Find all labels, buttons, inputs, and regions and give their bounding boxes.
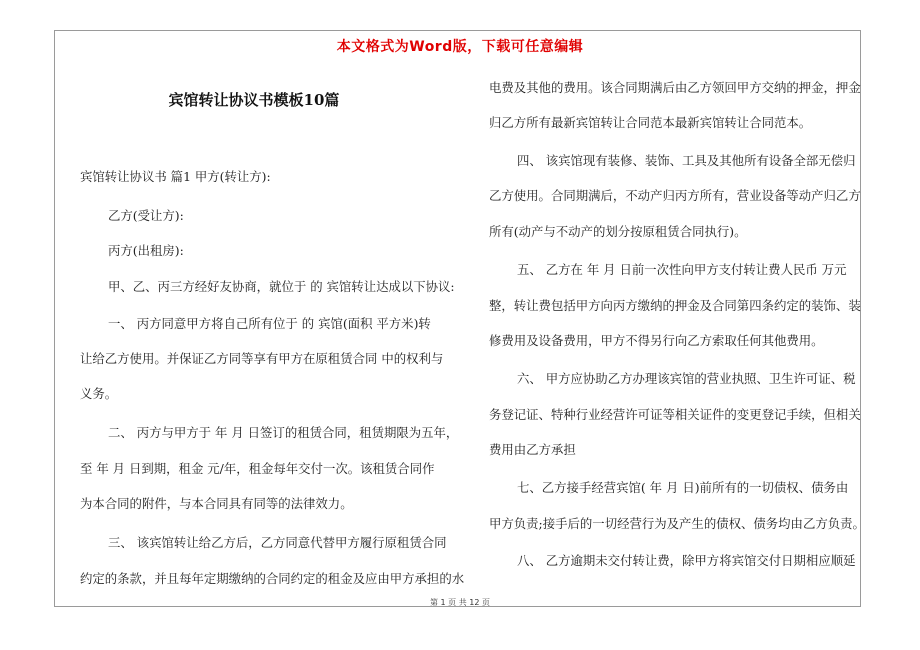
document-title: 宾馆转让协议书模板10篇 <box>168 91 340 109</box>
right-line: 甲方负责;接手后的一切经营行为及产生的债权、债务均由乙方负责。 <box>489 516 865 531</box>
right-line: 六、 甲方应协助乙方办理该宾馆的营业执照、卫生许可证、税 <box>517 371 856 386</box>
right-line: 乙方使用。合同期满后，不动产归丙方所有，营业设备等动产归乙方 <box>489 188 861 203</box>
right-line: 五、 乙方在 年 月 日前一次性向甲方支付转让费人民币 万元 <box>517 262 847 277</box>
right-line: 整，转让费包括甲方向丙方缴纳的押金及合同第四条约定的装饰、装 <box>489 298 861 313</box>
left-line: 乙方(受让方): <box>108 208 184 223</box>
left-line: 三、 该宾馆转让给乙方后，乙方同意代替甲方履行原租赁合同 <box>108 535 447 550</box>
right-line: 七、乙方接手经营宾馆( 年 月 日)前所有的一切债权、债务由 <box>517 480 849 495</box>
left-line: 为本合同的附件，与本合同具有同等的法律效力。 <box>80 496 353 511</box>
left-line: 二、 丙方与甲方于 年 月 日签订的租赁合同，租赁期限为五年， <box>108 425 459 440</box>
left-line: 丙方(出租房): <box>108 243 184 258</box>
edit-notice-banner: 本文格式为Word版，下载可任意编辑 <box>336 39 584 55</box>
right-line: 八、 乙方逾期未交付转让费，除甲方将宾馆交付日期相应顺延 <box>517 553 856 568</box>
left-line: 宾馆转让协议书 篇1 甲方(转让方): <box>80 169 271 184</box>
right-line: 四、 该宾馆现有装修、装饰、工具及其他所有设备全部无偿归 <box>517 153 856 168</box>
left-line: 约定的条款，并且每年定期缴纳的合同约定的租金及应由甲方承担的水 <box>80 571 465 586</box>
right-line: 归乙方所有最新宾馆转让合同范本最新宾馆转让合同范本。 <box>489 115 812 130</box>
right-line: 修费用及设备费用，甲方不得另行向乙方索取任何其他费用。 <box>489 333 824 348</box>
left-line: 一、 丙方同意甲方将自己所有位于 的 宾馆(面积 平方米)转 <box>108 316 431 331</box>
right-line: 务登记证、特种行业经营许可证等相关证件的变更登记手续，但相关 <box>489 407 861 422</box>
left-line: 至 年 月 日到期，租金 元/年，租金每年交付一次。该租赁合同作 <box>80 461 435 476</box>
right-line: 费用由乙方承担 <box>489 442 576 457</box>
left-line: 义务。 <box>80 386 118 401</box>
page-number: 第 1 页 共 12 页 <box>430 598 490 607</box>
right-line: 电费及其他的费用。该合同期满后由乙方领回甲方交纳的押金，押金 <box>489 80 861 95</box>
left-line: 让给乙方使用。并保证乙方同等享有甲方在原租赁合同 中的权利与 <box>80 351 444 366</box>
left-line: 甲、乙、丙三方经好友协商，就位于 的 宾馆转让达成以下协议: <box>108 279 455 294</box>
right-line: 所有(动产与不动产的划分按原租赁合同执行)。 <box>489 224 747 239</box>
